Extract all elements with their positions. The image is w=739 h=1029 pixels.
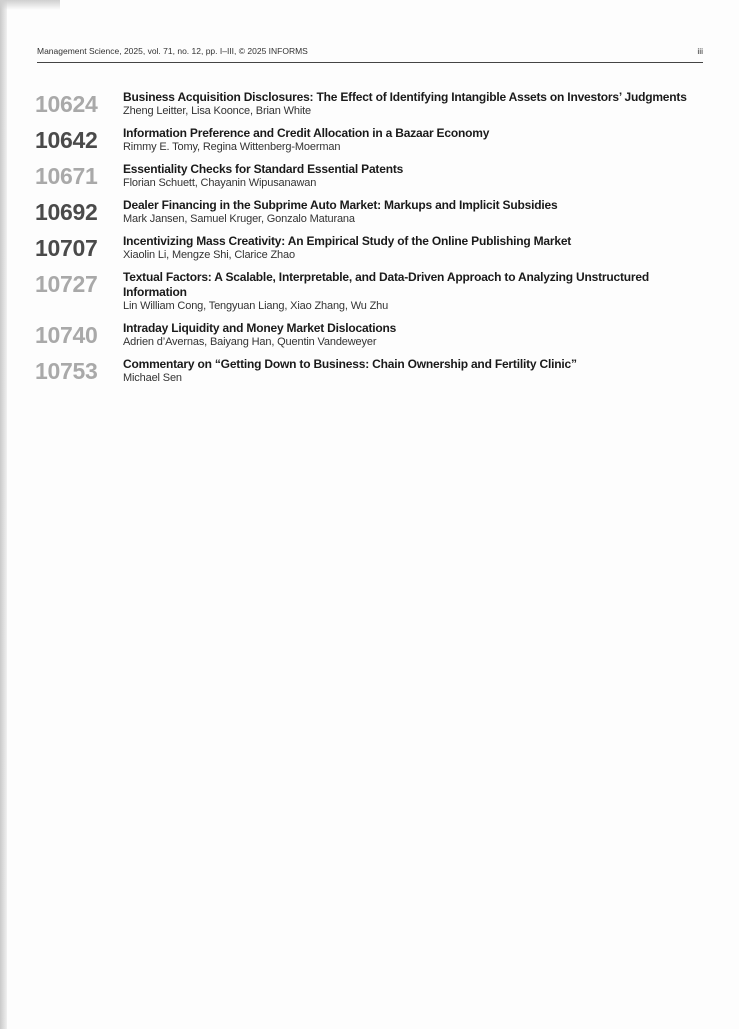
entry-page-number: 10642 bbox=[35, 127, 98, 153]
entry-title: Business Acquisition Disclosures: The Effect of Identifying Intangible Assets on Investors’ Judgments bbox=[123, 90, 687, 104]
entry-title: Dealer Financing in the Subprime Auto Market: Markups and Implicit Subsidies bbox=[123, 198, 558, 212]
entry-title: Textual Factors: A Scalable, Interpretable, and Data-Driven Approach to Analyzing Unstructured Information bbox=[123, 270, 649, 299]
journal-citation: Management Science, 2025, vol. 71, no. 12, pp. I–III, © 2025 INFORMS bbox=[37, 46, 308, 56]
table-of-contents bbox=[35, 90, 715, 393]
header-rule bbox=[37, 62, 703, 63]
entry-title: Commentary on “Getting Down to Business: Chain Ownership and Fertility Clinic” bbox=[123, 357, 577, 371]
toc-entry bbox=[35, 162, 715, 190]
entry-info bbox=[123, 162, 715, 190]
entry-info bbox=[123, 90, 715, 118]
entry-authors: Zheng Leitter, Lisa Koonce, Brian White bbox=[123, 105, 311, 117]
entry-info bbox=[123, 198, 715, 226]
entry-title: Essentiality Checks for Standard Essential Patents bbox=[123, 162, 404, 176]
scan-corner-shadow bbox=[0, 0, 60, 10]
entry-authors: Florian Schuett, Chayanin Wipusanawan bbox=[123, 177, 317, 189]
entry-page-number: 10671 bbox=[35, 163, 98, 189]
entry-title: Intraday Liquidity and Money Market Dislocations bbox=[123, 321, 397, 335]
entry-page-number: 10707 bbox=[35, 235, 98, 261]
entry-authors: Xiaolin Li, Mengze Shi, Clarice Zhao bbox=[123, 249, 295, 261]
entry-authors: Michael Sen bbox=[123, 372, 182, 384]
toc-entry bbox=[35, 126, 715, 154]
entry-info bbox=[123, 357, 715, 385]
entry-info bbox=[123, 126, 715, 154]
toc-entry bbox=[35, 270, 715, 313]
entry-title: Information Preference and Credit Allocation in a Bazaar Economy bbox=[123, 126, 490, 140]
entry-page-number: 10727 bbox=[35, 271, 98, 297]
toc-entry bbox=[35, 321, 715, 349]
entry-authors: Lin William Cong, Tengyuan Liang, Xiao Zhang, Wu Zhu bbox=[123, 300, 389, 312]
toc-entry bbox=[35, 357, 715, 385]
entry-authors: Rimmy E. Tomy, Regina Wittenberg-Moerman bbox=[123, 141, 341, 153]
entry-info bbox=[123, 270, 715, 313]
scan-edge-shadow bbox=[0, 0, 7, 1029]
entry-page-number: 10692 bbox=[35, 199, 98, 225]
toc-entry bbox=[35, 90, 715, 118]
entry-info bbox=[123, 321, 715, 349]
entry-authors: Adrien d’Avernas, Baiyang Han, Quentin Vandeweyer bbox=[123, 336, 377, 348]
running-head bbox=[37, 46, 703, 56]
toc-entry bbox=[35, 234, 715, 262]
entry-authors: Mark Jansen, Samuel Kruger, Gonzalo Maturana bbox=[123, 213, 355, 225]
entry-page-number: 10624 bbox=[35, 91, 98, 117]
entry-title: Incentivizing Mass Creativity: An Empirical Study of the Online Publishing Market bbox=[123, 234, 572, 248]
entry-page-number: 10753 bbox=[35, 358, 98, 384]
toc-entry bbox=[35, 198, 715, 226]
entry-info bbox=[123, 234, 715, 262]
page-number: iii bbox=[697, 46, 703, 56]
entry-page-number: 10740 bbox=[35, 322, 98, 348]
